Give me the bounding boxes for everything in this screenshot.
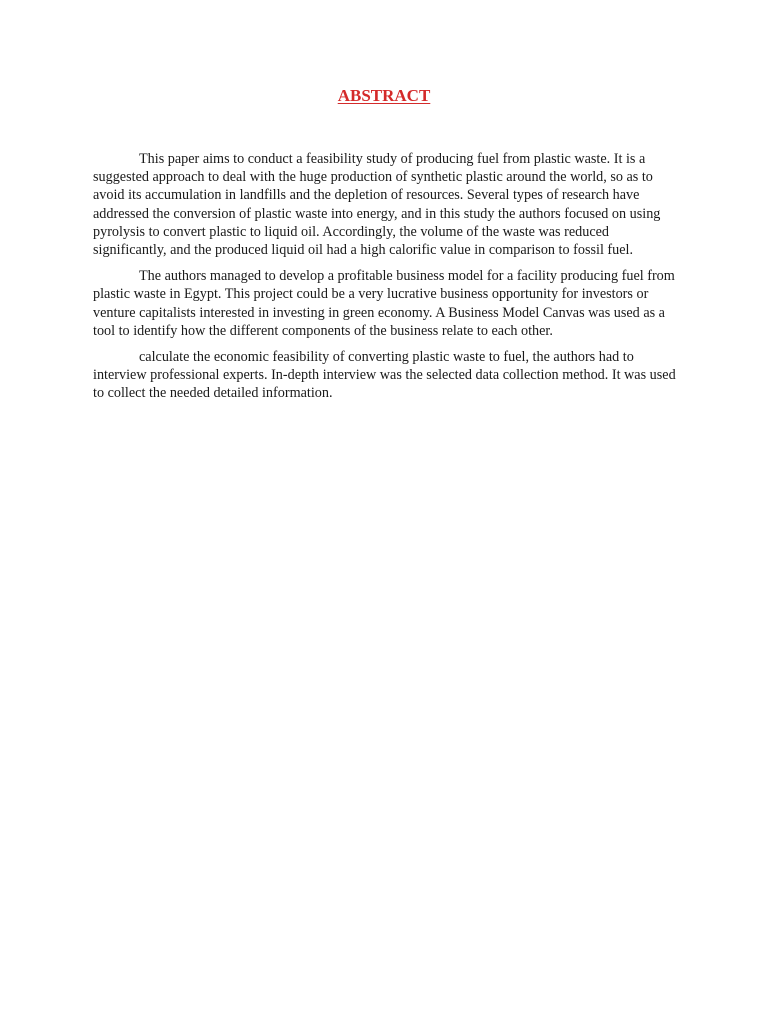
abstract-paragraph-3: calculate the economic feasibility of converting plastic waste to fuel, the authors had to interview professional experts. In-depth interview was the selected data collection method. It was used to collect the needed detailed information. [93, 349, 676, 402]
abstract-paragraph-1: This paper aims to conduct a feasibility study of producing fuel from plastic waste. It is a suggested approach to deal with the huge production of synthetic plastic around the world, so as to avoid its accumulation in landfills and the depletion of resources. Several types of research have addressed the conversion of plastic waste into energy, and in this study the authors focused on using pyrolysis to convert plastic to liquid oil. Accordingly, the volume of the waste was reduced significantly, and the produced liquid oil had a high calorific value in comparison to fossil fuel. [93, 151, 661, 259]
abstract-body [93, 150, 681, 411]
abstract-paragraph-2: The authors managed to develop a profitable business model for a facility producing fuel from plastic waste in Egypt. This project could be a very lucrative business opportunity for investors or venture capitalists interested in investing in green economy. A Business Model Canvas was used as a tool to identify how the different components of the business relate to each other. [93, 268, 675, 339]
abstract-heading: ABSTRACT [337, 86, 431, 105]
